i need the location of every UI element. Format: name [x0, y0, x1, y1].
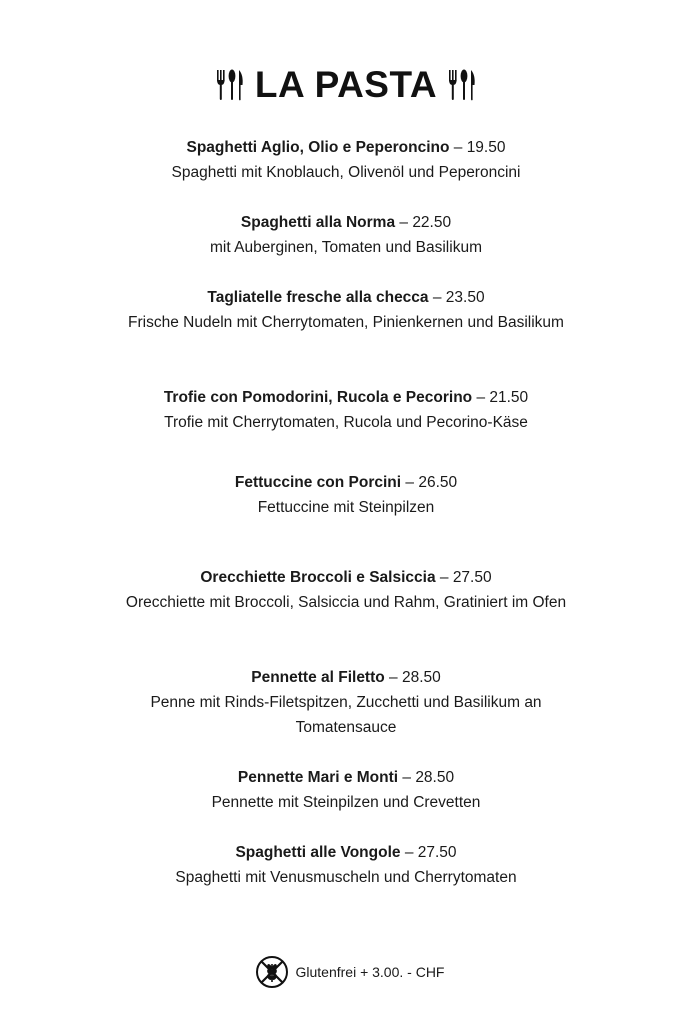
- dish-price: 19.50: [466, 139, 506, 156]
- menu-item: [0, 385, 692, 435]
- gluten-free-note: [0, 952, 692, 992]
- cutlery-icon: [447, 66, 477, 104]
- dish-description: Pennette mit Steinpilzen und Crevetten: [211, 794, 481, 811]
- dish-description: Fettuccine mit Steinpilzen: [257, 499, 435, 516]
- menu-item: [0, 840, 692, 890]
- menu-item-title: [0, 840, 692, 865]
- price-separator: –: [449, 139, 467, 156]
- gluten-free-icon: [255, 955, 289, 989]
- dish-description: Penne mit Rinds-Filetspitzen, Zucchetti und Basilikum an Tomatensauce: [150, 694, 542, 736]
- dish-name: Spaghetti alla Norma: [240, 214, 396, 231]
- dish-price: 23.50: [445, 289, 485, 306]
- dish-price: 21.50: [489, 389, 529, 406]
- menu-item-title: [0, 765, 692, 790]
- dish-name: Fettuccine con Porcini: [234, 474, 402, 491]
- menu-item: [0, 210, 692, 260]
- price-separator: –: [428, 289, 446, 306]
- dish-description: Spaghetti mit Knoblauch, Olivenöl und Peperoncini: [171, 164, 521, 181]
- dish-description: Frische Nudeln mit Cherrytomaten, Pinienkernen und Basilikum: [128, 314, 564, 331]
- dish-price: 28.50: [401, 669, 441, 686]
- dish-name: Spaghetti alle Vongole: [235, 844, 401, 861]
- menu-item: [0, 285, 692, 335]
- menu-item-title: [0, 210, 692, 235]
- price-separator: –: [384, 669, 402, 686]
- dish-name: Pennette Mari e Monti: [237, 769, 399, 786]
- dish-name: Orecchiette Broccoli e Salsiccia: [200, 569, 436, 586]
- dish-description: Orecchiette mit Broccoli, Salsiccia und Rahm, Gratiniert im Ofen: [125, 594, 567, 611]
- menu-item-title: [0, 385, 692, 410]
- menu-header: [0, 58, 692, 112]
- dish-price: 27.50: [417, 844, 457, 861]
- dish-name: Trofie con Pomodorini, Rucola e Pecorino: [163, 389, 473, 406]
- page-title: LA PASTA: [254, 64, 438, 105]
- price-separator: –: [400, 844, 418, 861]
- price-separator: –: [395, 214, 413, 231]
- gluten-free-text: Glutenfrei + 3.00. - CHF: [295, 964, 445, 980]
- cutlery-icon: [215, 66, 245, 104]
- price-separator: –: [401, 474, 419, 491]
- dish-name: Tagliatelle fresche alla checca: [207, 289, 429, 306]
- menu-item: [0, 135, 692, 185]
- price-separator: –: [435, 569, 453, 586]
- dish-price: 27.50: [452, 569, 492, 586]
- dish-description: mit Auberginen, Tomaten und Basilikum: [210, 239, 482, 256]
- price-separator: –: [398, 769, 416, 786]
- menu-item-title: [0, 285, 692, 310]
- menu-item: [0, 470, 692, 520]
- menu-item-title: [0, 565, 692, 590]
- dish-price: 26.50: [418, 474, 458, 491]
- dish-price: 28.50: [415, 769, 455, 786]
- dish-description: Spaghetti mit Venusmuscheln und Cherrytomaten: [175, 869, 517, 886]
- dish-name: Pennette al Filetto: [251, 669, 385, 686]
- menu-item: [0, 565, 692, 615]
- dish-price: 22.50: [412, 214, 452, 231]
- menu-item: [0, 765, 692, 815]
- menu-item-title: [0, 135, 692, 160]
- dish-description: Trofie mit Cherrytomaten, Rucola und Pecorino-Käse: [164, 414, 528, 431]
- menu-item-title: [0, 470, 692, 495]
- menu-item-title: [0, 665, 692, 690]
- dish-name: Spaghetti Aglio, Olio e Peperoncino: [186, 139, 450, 156]
- price-separator: –: [472, 389, 490, 406]
- menu-item: [0, 665, 692, 740]
